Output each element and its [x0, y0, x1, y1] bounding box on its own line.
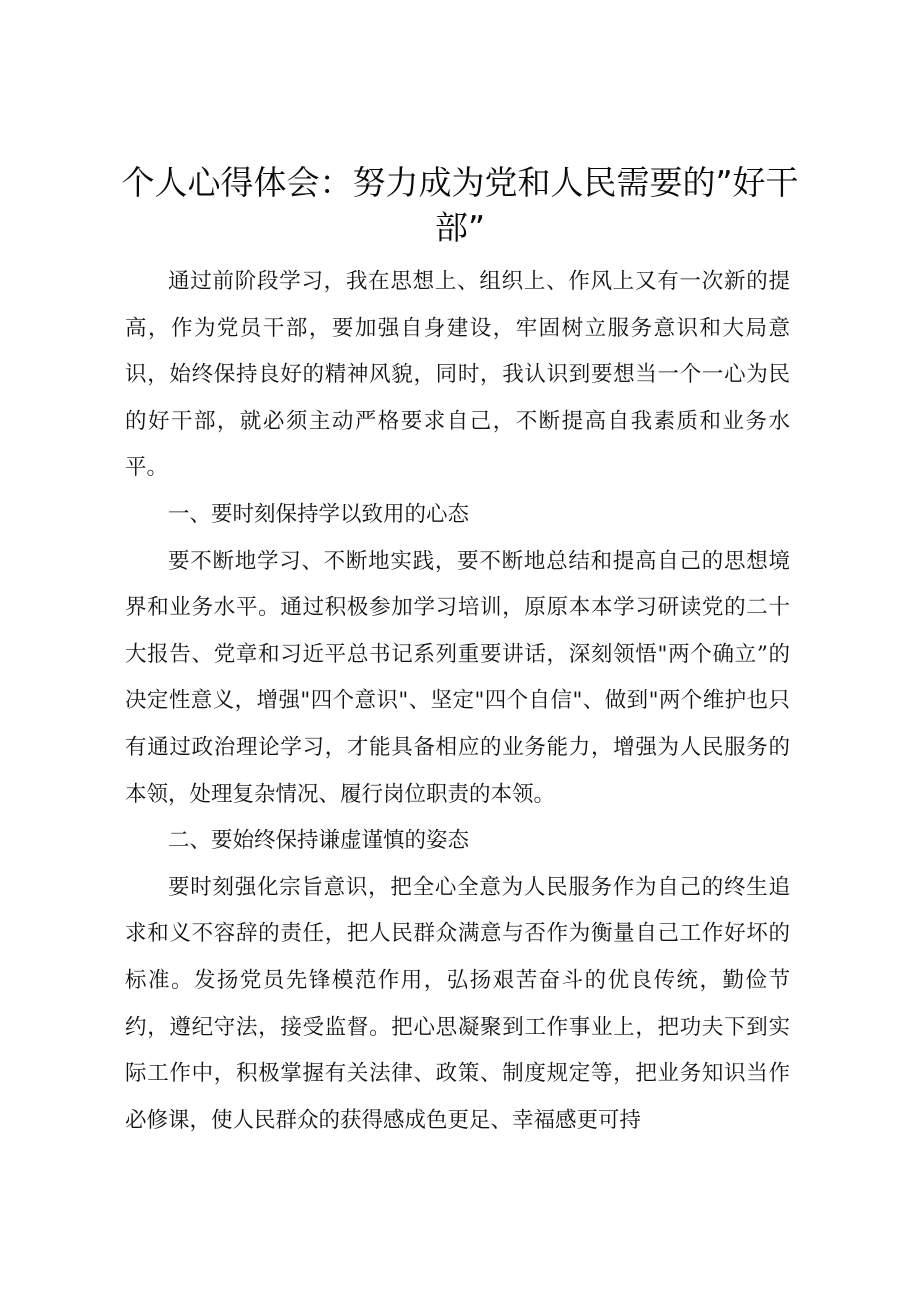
document-title: 个人心得体会：努力成为党和人民需要的”好干部” [121, 163, 799, 247]
document-body [125, 259, 790, 1144]
section-heading-1: 一、要时刻保持学以致用的心态 [168, 501, 470, 527]
section-heading-2: 二、要始终保持谦虚谨慎的姿态 [168, 828, 470, 854]
section-1-paragraph: 要不断地学习、不断地实践，要不断地总结和提高自己的思想境界和业务水平。通过积极参加学习培训，原原本本学习研读党的二十大报告、党章和习近平总书记系列重要讲话，深刻领悟"两个确立”的决定性意义，增强"四个意识"、坚定"四个自信"、做到"两个维护也只有通过政治理论学习，才能具备相应的业务能力，增强为人民服务的本领，处理复杂情况、履行岗位职责的本领。 [125, 548, 790, 807]
intro-paragraph: 通过前阶段学习，我在思想上、组织上、作风上又有一次新的提高，作为党员干部，要加强自身建设，牢固树立服务意识和大局意识，始终保持良好的精神风貌，同时，我认识到要想当一个一心为民的好干部，就必须主动严格要求自己，不断提高自我素质和业务水平。 [125, 269, 790, 481]
section-2-paragraph: 要时刻强化宗旨意识，把全心全意为人民服务作为自己的终生追求和义不容辞的责任，把人民群众满意与否作为衡量自己工作好坏的标准。发扬党员先锋模范作用，弘扬艰苦奋斗的优良传统，勤俭节约，遵纪守法，接受监督。把心思凝聚到工作事业上，把功夫下到实际工作中，积极掌握有关法律、政策、制度规定等，把业务知识当作必修课，使人民群众的获得感成色更足、幸福感更可持 [125, 874, 790, 1133]
